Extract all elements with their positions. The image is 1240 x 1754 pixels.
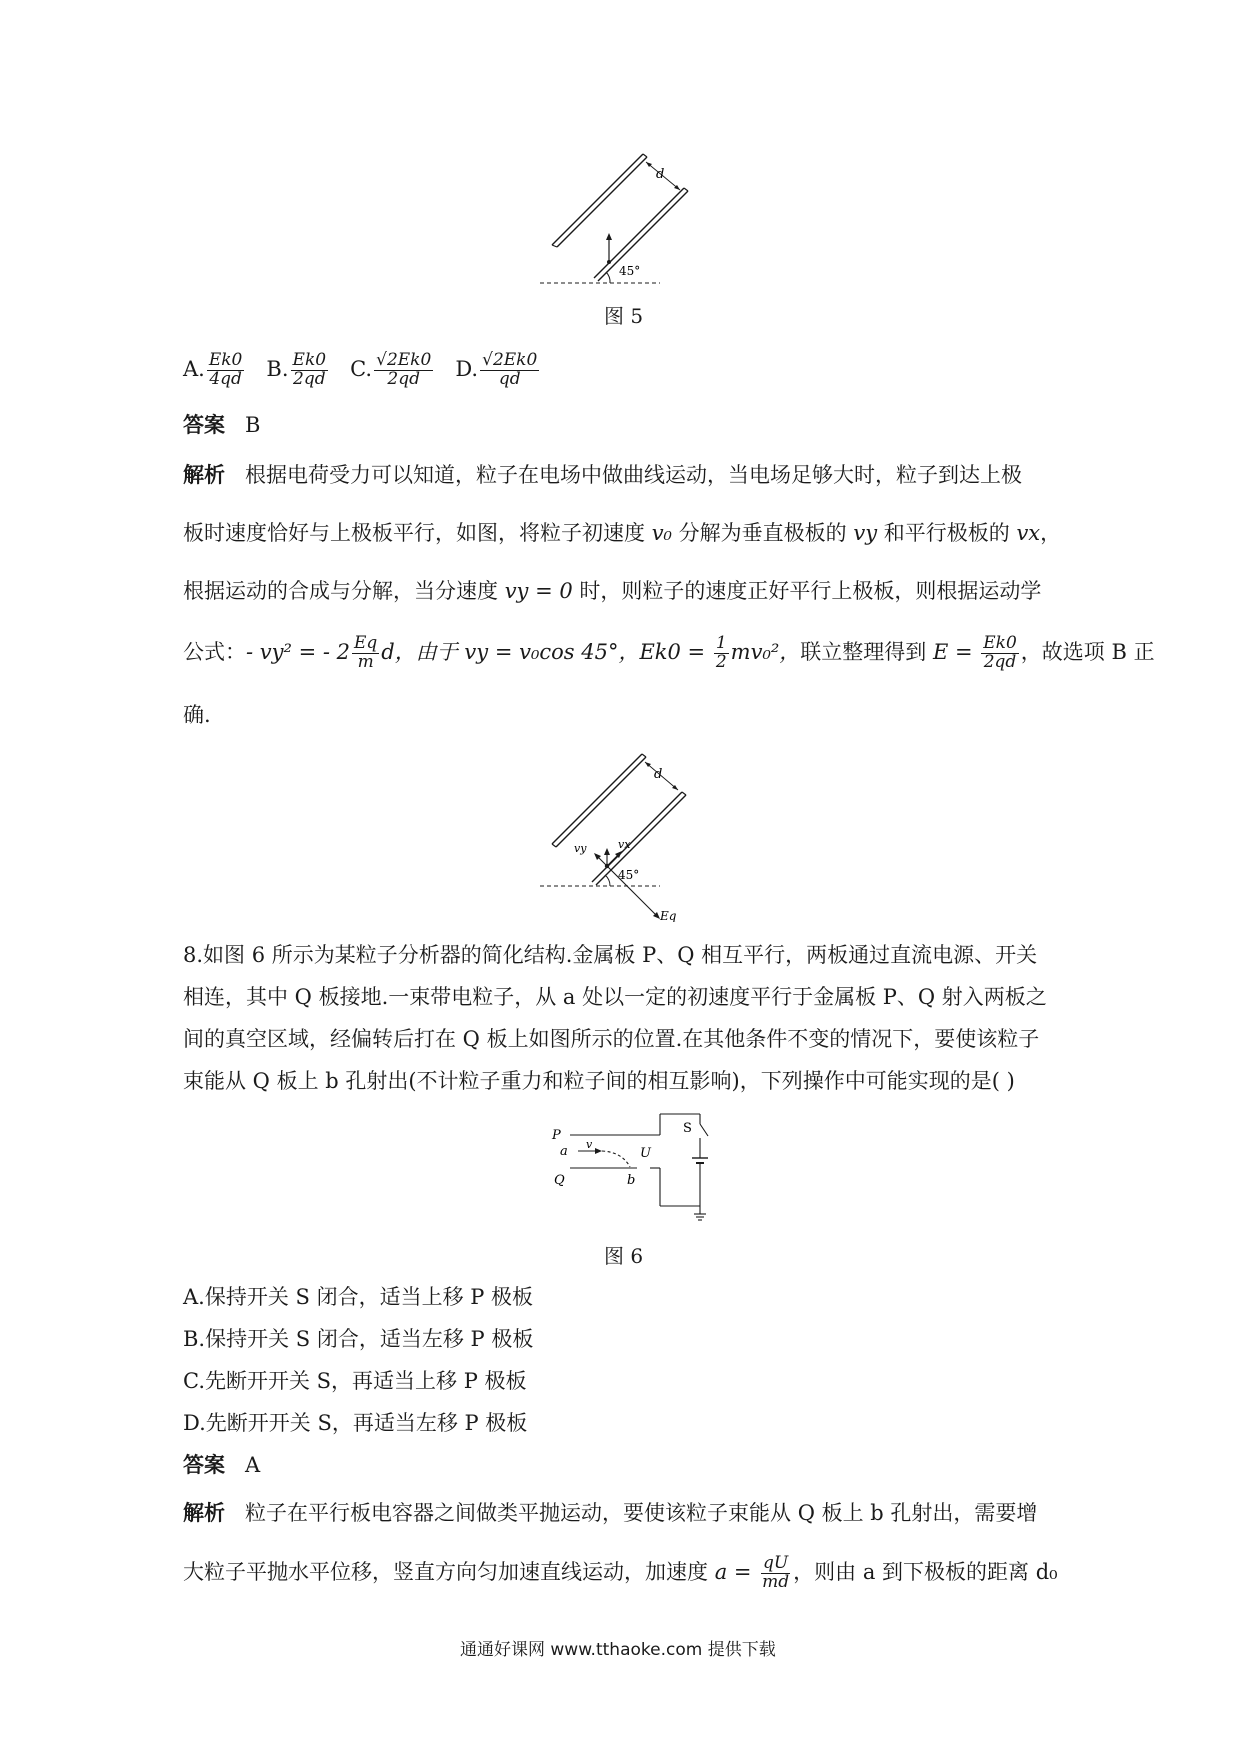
q7-answer-label: 答案 <box>183 413 225 437</box>
q8-line-2: 相连，其中 Q 板接地.一束带电粒子，从 a 处以一定的初速度平行于金属板 P、Q 射入两板之 <box>183 985 1047 1009</box>
q8-answer <box>183 1450 260 1480</box>
analysis-label-d: d <box>654 767 663 782</box>
q8-answer-value: A <box>245 1453 261 1477</box>
figure-6-label-u: U <box>640 1146 651 1161</box>
figure-6-diagram <box>530 1110 730 1225</box>
figure-5-caption: 图 5 <box>604 304 644 328</box>
q8-option-b: B.保持开关 S 闭合，适当左移 P 极板 <box>183 1327 534 1351</box>
q8-line-1: 8.如图 6 所示为某粒子分析器的简化结构.金属板 P、Q 相互平行，两板通过直流电源、开关 <box>183 943 1038 967</box>
q8-option-d: D.先断开开关 S，再适当左移 P 极板 <box>183 1411 528 1435</box>
q7-option-a: A. $\frac{Ek0}{4qd}$ <box>183 350 243 389</box>
figure-5-diagram <box>540 150 720 290</box>
q7-options <box>183 352 541 389</box>
q8-option-a: A.保持开关 S 闭合，适当上移 P 极板 <box>183 1285 534 1309</box>
q8-line-3: 间的真空区域，经偏转后打在 Q 板上如图所示的位置.在其他条件不变的情况下，要使该粒子 <box>183 1027 1040 1051</box>
q7-analysis-line-2: 板时速度恰好与上极板平行，如图，将粒子初速度 v₀ 分解为垂直极板的 vy 和平行极板的 vx， <box>183 521 1062 545</box>
figure-6-label-v: v <box>586 1138 593 1151</box>
q8-option-c: C.先断开开关 S，再适当上移 P 极板 <box>183 1369 527 1393</box>
q7-analysis-line-4: 公式：- vy² = - 2 $\frac{Eq}{m}$ d，由于 vy = v₀cos 45°，Ek0 = $\frac{1}{2}$ mv₀²，联立整理得到 E = $\frac{Ek0}{2qd}$ ，故选项 B 正 <box>183 633 1155 672</box>
figure-6-caption: 图 6 <box>604 1244 644 1268</box>
figure-6-label-p: P <box>552 1128 561 1143</box>
figure-5-label-d: d <box>656 167 665 182</box>
figure-5-label-angle: 45° <box>619 264 641 278</box>
analysis-figure-diagram <box>540 752 720 922</box>
q7-analysis-line-5: 确. <box>183 703 211 727</box>
analysis-label-eq: Eq <box>660 909 677 922</box>
q8-line-4: 束能从 Q 板上 b 孔射出(不计粒子重力和粒子间的相互影响)，下列操作中可能实现的是( ) <box>183 1069 1015 1093</box>
q7-option-d: D. $\frac{√2Ek0}{qd}$ <box>455 350 538 389</box>
q7-option-c: C. $\frac{√2Ek0}{2qd}$ <box>350 350 432 389</box>
q7-analysis-line-3: 根据运动的合成与分解，当分速度 vy = 0 时，则粒子的速度正好平行上极板，则根据运动学 <box>183 579 1042 603</box>
analysis-label-angle: 45° <box>618 868 640 882</box>
figure-6-label-a: a <box>560 1144 568 1159</box>
q7-answer <box>183 410 260 440</box>
figure-6-label-b: b <box>627 1173 636 1188</box>
analysis-label-vx: vx <box>618 838 631 851</box>
figure-6-label-q: Q <box>554 1173 565 1188</box>
q8-answer-label: 答案 <box>183 1453 225 1477</box>
q7-option-b: B. $\frac{Ek0}{2qd}$ <box>266 350 327 389</box>
q8-analysis-line-2: 大粒子平抛水平位移，竖直方向匀加速直线运动，加速度 a = $\frac{qU}{md}$ ，则由 a 到下极板的距离 d₀ <box>183 1553 1058 1592</box>
figure-6-label-s: S <box>683 1121 692 1136</box>
q7-answer-value: B <box>245 413 261 437</box>
analysis-label-vy: vy <box>574 842 587 855</box>
page-footer: 通通好课网 www.tthaoke.com 提供下载 <box>460 1640 776 1660</box>
q7-analysis-line-1: 解析 根据电荷受力可以知道，粒子在电场中做曲线运动，当电场足够大时，粒子到达上极 <box>183 463 1023 487</box>
q8-analysis-line-1: 解析 粒子在平行板电容器之间做类平抛运动，要使该粒子束能从 Q 板上 b 孔射出，需要增 <box>183 1501 1038 1525</box>
